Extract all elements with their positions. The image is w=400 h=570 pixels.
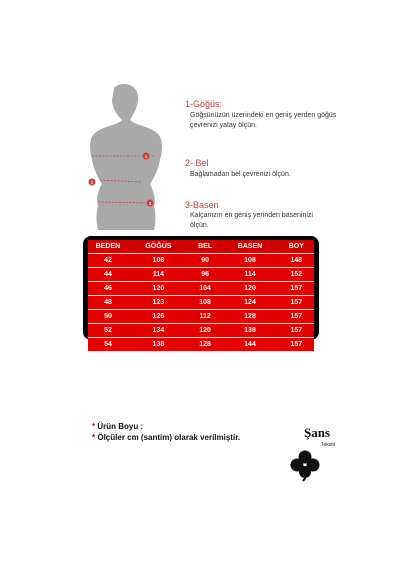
column-header: BEDEN	[88, 240, 128, 254]
table-cell: 148	[279, 254, 314, 268]
note-text: Ölçüler cm (santim) olarak verilmiştir.	[97, 433, 241, 442]
table-cell: 152	[279, 268, 314, 282]
table-cell: 46	[88, 282, 128, 296]
brand-name: Şans	[304, 425, 331, 440]
size-table-frame	[83, 236, 319, 348]
table-header-row	[88, 240, 314, 254]
marker-3	[147, 200, 154, 207]
step-desc-waist: Bağlamadan bel çevrenizi ölçün.	[190, 171, 291, 178]
note-text: Ürün Boyu :	[97, 422, 144, 431]
brand-subtitle: Tekstil	[321, 442, 335, 448]
table-cell: 128	[189, 338, 222, 352]
table-row	[88, 310, 314, 324]
body-silhouette	[70, 82, 180, 232]
bullet-star: *	[92, 433, 96, 442]
table-cell: 114	[128, 268, 189, 282]
table-row	[88, 338, 314, 352]
table-cell: 157	[279, 324, 314, 338]
marker-1	[143, 153, 150, 160]
table-cell: 134	[128, 324, 189, 338]
table-row	[88, 254, 314, 268]
table-cell: 120	[189, 324, 222, 338]
table-cell: 50	[88, 310, 128, 324]
notes	[92, 421, 240, 443]
svg-text:3: 3	[148, 201, 152, 206]
note-item	[92, 421, 240, 432]
table-row	[88, 296, 314, 310]
table-cell: 54	[88, 338, 128, 352]
table-cell: 124	[221, 296, 278, 310]
table-cell: 114	[221, 268, 278, 282]
svg-text:1: 1	[144, 154, 148, 159]
table-cell: 52	[88, 324, 128, 338]
bullet-star: *	[92, 422, 96, 431]
table-cell: 120	[221, 282, 278, 296]
table-cell: 126	[128, 310, 189, 324]
table-row	[88, 324, 314, 338]
step-desc-chest: Göğsünüzün üzerindeki en geniş yerden göğüs çevrenizi yatay ölçün.	[190, 112, 337, 129]
table-cell: 96	[189, 268, 222, 282]
table-cell: 138	[128, 338, 189, 352]
table-cell: 104	[189, 282, 222, 296]
size-table	[88, 240, 314, 351]
table-cell: 44	[88, 268, 128, 282]
column-header: BEL	[189, 240, 222, 254]
table-cell: 48	[88, 296, 128, 310]
table-row	[88, 268, 314, 282]
table-row	[88, 282, 314, 296]
column-header: GÖĞÜS	[128, 240, 189, 254]
table-cell: 128	[221, 310, 278, 324]
note-item	[92, 432, 240, 443]
table-cell: 42	[88, 254, 128, 268]
table-cell: 108	[189, 296, 222, 310]
silhouette-shape	[90, 84, 162, 230]
table-cell: 123	[128, 296, 189, 310]
step-title-hip: 3-Basen	[185, 200, 219, 210]
step-desc-hip: Kalçanızın en geniş yerinden baseninizi ölçün.	[190, 212, 313, 229]
clover-icon	[288, 448, 322, 482]
table-cell: 157	[279, 282, 314, 296]
column-header: BOY	[279, 240, 314, 254]
table-cell: 120	[128, 282, 189, 296]
table-cell: 157	[279, 338, 314, 352]
table-cell: 108	[128, 254, 189, 268]
table-cell: 157	[279, 296, 314, 310]
step-title-waist: 2- Bel	[185, 158, 209, 168]
table-cell: 138	[221, 324, 278, 338]
table-cell: 112	[189, 310, 222, 324]
table-cell: 144	[221, 338, 278, 352]
marker-2	[89, 179, 96, 186]
table-cell: 108	[221, 254, 278, 268]
table-cell: 157	[279, 310, 314, 324]
column-header: BASEN	[221, 240, 278, 254]
svg-text:2: 2	[90, 180, 94, 185]
table-cell: 90	[189, 254, 222, 268]
step-title-chest: 1-Göğüs:	[185, 99, 223, 109]
